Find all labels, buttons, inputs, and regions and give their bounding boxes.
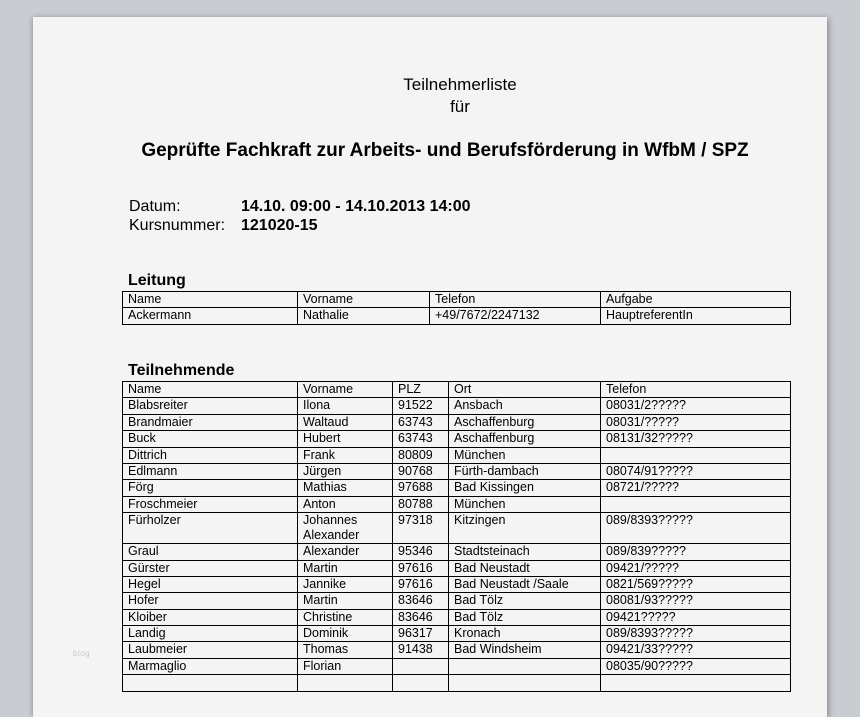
kursnummer-line xyxy=(129,217,318,235)
cell-plz: 90768 xyxy=(393,463,449,479)
teilnehmende-table xyxy=(122,381,791,692)
cell-name: Gürster xyxy=(123,560,298,576)
cell-plz: 63743 xyxy=(393,414,449,430)
cell-plz xyxy=(393,658,449,674)
cell-vorname: Nathalie xyxy=(298,308,430,324)
document-page xyxy=(33,17,827,717)
cell-plz: 97616 xyxy=(393,560,449,576)
cell-name: Ackermann xyxy=(123,308,298,324)
table-header-row xyxy=(123,382,791,398)
cell-ort xyxy=(449,658,601,674)
cell-ort: Fürth-dambach xyxy=(449,463,601,479)
cell-telefon: 08031/????? xyxy=(601,414,791,430)
cell-plz: 91438 xyxy=(393,642,449,658)
leitung-table xyxy=(122,291,791,325)
watermark: blog xyxy=(73,649,91,658)
cell-plz: 80809 xyxy=(393,447,449,463)
cell-plz: 80788 xyxy=(393,496,449,512)
cell-plz: 96317 xyxy=(393,626,449,642)
cell-ort: München xyxy=(449,496,601,512)
cell-ort: Kronach xyxy=(449,626,601,642)
cell-vorname: Anton xyxy=(298,496,393,512)
table-row xyxy=(123,560,791,576)
cell-ort: Bad Windsheim xyxy=(449,642,601,658)
cell-telefon: 08031/2????? xyxy=(601,398,791,414)
table-row xyxy=(123,658,791,674)
column-header: Aufgabe xyxy=(601,292,791,308)
column-header: Telefon xyxy=(430,292,601,308)
cell-vorname: Mathias xyxy=(298,480,393,496)
column-header: Vorname xyxy=(298,292,430,308)
cell-plz: 83646 xyxy=(393,593,449,609)
cell-ort: Bad Neustadt /Saale xyxy=(449,576,601,592)
kursnummer-label: Kursnummer: xyxy=(129,217,226,234)
table-row xyxy=(123,480,791,496)
cell-telefon: 089/839????? xyxy=(601,544,791,560)
cell-vorname: Florian xyxy=(298,658,393,674)
column-header: PLZ xyxy=(393,382,449,398)
column-header: Name xyxy=(123,382,298,398)
cell-vorname: Johannes Alexander xyxy=(298,513,393,544)
cell-telefon: 0821/569????? xyxy=(601,576,791,592)
cell-telefon: 08035/90????? xyxy=(601,658,791,674)
table-row xyxy=(123,544,791,560)
cell-telefon xyxy=(601,496,791,512)
cell-plz: 97688 xyxy=(393,480,449,496)
cell-vorname: Jürgen xyxy=(298,463,393,479)
table-row xyxy=(123,398,791,414)
cell-name: Laubmeier xyxy=(123,642,298,658)
cell-name: Edlmann xyxy=(123,463,298,479)
cell-name: Brandmaier xyxy=(123,414,298,430)
cell-telefon: 089/8393????? xyxy=(601,513,791,544)
datum-label: Datum: xyxy=(129,198,181,215)
cell-plz: 97616 xyxy=(393,576,449,592)
cell-name: Marmaglio xyxy=(123,658,298,674)
table-row xyxy=(123,308,791,324)
column-header: Ort xyxy=(449,382,601,398)
datum-line xyxy=(129,198,471,216)
cell-plz: 95346 xyxy=(393,544,449,560)
document-title: Teilnehmerliste xyxy=(403,75,517,94)
cell-vorname: Thomas xyxy=(298,642,393,658)
cell-telefon: 09421/33????? xyxy=(601,642,791,658)
table-row xyxy=(123,642,791,658)
cell-ort: Bad Tölz xyxy=(449,593,601,609)
teilnehmende-heading: Teilnehmende xyxy=(128,362,235,379)
cell-name: Dittrich xyxy=(123,447,298,463)
cell-telefon: 08131/32????? xyxy=(601,431,791,447)
cell-vorname: Hubert xyxy=(298,431,393,447)
table-row xyxy=(123,414,791,430)
table-row xyxy=(123,431,791,447)
cell-telefon: 08081/93????? xyxy=(601,593,791,609)
cell-vorname: Ilona xyxy=(298,398,393,414)
table-row xyxy=(123,496,791,512)
cell-name: Hofer xyxy=(123,593,298,609)
cell-name: Graul xyxy=(123,544,298,560)
cell-name: Froschmeier xyxy=(123,496,298,512)
cell-vorname: Jannike xyxy=(298,576,393,592)
cell-ort: Aschaffenburg xyxy=(449,431,601,447)
cell-ort: Bad Neustadt xyxy=(449,560,601,576)
cell-ort: München xyxy=(449,447,601,463)
cell-name: Landig xyxy=(123,626,298,642)
cell-name: Förg xyxy=(123,480,298,496)
cell-plz: 83646 xyxy=(393,609,449,625)
column-header: Vorname xyxy=(298,382,393,398)
cell-vorname: Martin xyxy=(298,593,393,609)
cell-telefon: 08721/????? xyxy=(601,480,791,496)
cell-vorname: Christine xyxy=(298,609,393,625)
cell-telefon: 08074/91????? xyxy=(601,463,791,479)
table-row xyxy=(123,447,791,463)
table-row xyxy=(123,609,791,625)
cell-vorname: Dominik xyxy=(298,626,393,642)
table-row xyxy=(123,593,791,609)
cell-name: Blabsreiter xyxy=(123,398,298,414)
cell-telefon: +49/7672/2247132 xyxy=(430,308,601,324)
cell-plz: 91522 xyxy=(393,398,449,414)
cell-ort: Ansbach xyxy=(449,398,601,414)
cell-name: Buck xyxy=(123,431,298,447)
column-header: Name xyxy=(123,292,298,308)
cell-plz: 63743 xyxy=(393,431,449,447)
cell-aufgabe: HauptreferentIn xyxy=(601,308,791,324)
cell-vorname: Martin xyxy=(298,560,393,576)
table-header-row xyxy=(123,292,791,308)
course-title: Geprüfte Fachkraft zur Arbeits- und Berufsförderung in WfbM / SPZ xyxy=(141,140,749,161)
cell-ort: Bad Tölz xyxy=(449,609,601,625)
cell-ort: Kitzingen xyxy=(449,513,601,544)
document-subtitle: für xyxy=(450,97,470,116)
table-row xyxy=(123,513,791,544)
table-row xyxy=(123,463,791,479)
column-header: Telefon xyxy=(601,382,791,398)
cell-telefon: 09421????? xyxy=(601,609,791,625)
cell-name: Kloiber xyxy=(123,609,298,625)
cell-telefon: 089/8393????? xyxy=(601,626,791,642)
table-row xyxy=(123,626,791,642)
cell-ort: Stadtsteinach xyxy=(449,544,601,560)
cell-ort: Aschaffenburg xyxy=(449,414,601,430)
leitung-heading: Leitung xyxy=(128,272,186,289)
datum-value: 14.10. 09:00 - 14.10.2013 14:00 xyxy=(241,198,471,215)
cell-vorname: Alexander xyxy=(298,544,393,560)
cell-ort: Bad Kissingen xyxy=(449,480,601,496)
cell-name: Fürholzer xyxy=(123,513,298,544)
cell-plz: 97318 xyxy=(393,513,449,544)
cell-vorname: Frank xyxy=(298,447,393,463)
cell-name: Hegel xyxy=(123,576,298,592)
cell-telefon: 09421/????? xyxy=(601,560,791,576)
cell-vorname: Waltaud xyxy=(298,414,393,430)
kursnummer-value: 121020-15 xyxy=(241,217,318,234)
table-row xyxy=(123,576,791,592)
cell-telefon xyxy=(601,447,791,463)
